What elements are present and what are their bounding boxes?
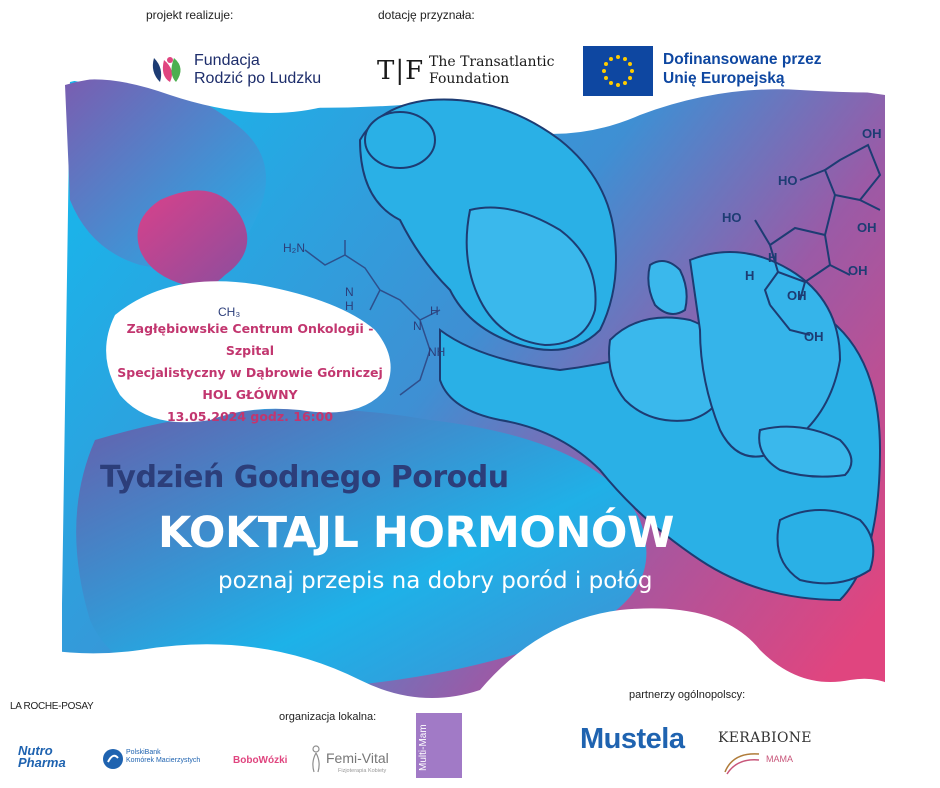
eu-logo [583, 46, 873, 96]
femivital-name: Femi-Vital [326, 750, 389, 766]
chem-label: OH [804, 329, 824, 344]
chem-label: CH₃ [218, 305, 241, 319]
grant-caption: dotację przyznała: [378, 8, 475, 22]
event-venue [110, 318, 390, 428]
chem-label: NH [428, 345, 446, 359]
venue-line3: HOL GŁÓWNY [202, 387, 298, 402]
mustela-logo: Mustela [580, 723, 685, 755]
nutropharma-logo [18, 743, 78, 771]
main-title: KOKTAJL HORMONÓW [158, 508, 674, 558]
chem-label: HO [778, 173, 798, 188]
chem-label: H [345, 299, 354, 313]
kerabione-name: KERABIONE [718, 730, 812, 746]
chem-label: OH [862, 126, 882, 141]
eu-line1: Dofinansowane przez [663, 51, 822, 68]
pbkm-line2: Komórek Macierzystych [126, 757, 201, 764]
fundacja-logo [150, 52, 350, 92]
kerabione-swirl-icon [723, 748, 763, 776]
chem-label: H [430, 304, 439, 318]
chem-label: OH [857, 220, 877, 235]
venue-line1: Zagłębiowskie Centrum Onkologii - Szpital [126, 321, 374, 358]
kerabione-logo [718, 730, 818, 780]
chem-label: H₂N [283, 241, 305, 255]
fundacja-line1: Fundacja [194, 52, 260, 69]
subtitle: poznaj przepis na dobry poród i połóg [218, 568, 653, 594]
partners-caption: partnerzy ogólnopolscy: [629, 689, 746, 701]
eu-line2: Unię Europejską [663, 70, 785, 87]
kerabione-sub: MAMA [766, 754, 793, 764]
implementer-caption: projekt realizuje: [146, 8, 234, 22]
chem-label: N [345, 285, 354, 299]
fundacja-leaf-icon [150, 54, 186, 86]
pbkm-icon [102, 748, 124, 770]
femivital-figure-icon [308, 744, 324, 774]
bobowozki-logo: BoboWózki [233, 755, 288, 766]
nutropharma-line2: Pharma [18, 755, 66, 770]
transatlantic-line1: The Transatlantic [429, 54, 555, 70]
event-datetime: 13.05.2024 godz. 16:00 [166, 409, 334, 424]
eu-flag-icon [583, 46, 653, 96]
venue-line2: Specjalistyczny w Dąbrowie Górniczej [117, 365, 383, 380]
transatlantic-logo [377, 52, 567, 92]
chem-label: OH [848, 263, 868, 278]
femivital-logo [308, 744, 408, 778]
tf-mark: T|F [377, 56, 425, 86]
femivital-sub: Fizjoterapia Kobiety [338, 768, 387, 774]
chem-label: H [745, 268, 755, 283]
pbkm-line1: PolskiBank [126, 749, 161, 756]
laroche-posay-logo: LA ROCHE-POSAY [10, 701, 94, 712]
multimam-label: Multi-Mam [418, 724, 429, 771]
local-org-caption: organizacja lokalna: [279, 711, 377, 723]
transatlantic-line2: Foundation [429, 71, 510, 87]
chem-label: N [413, 319, 422, 333]
nutropharma-line1: Nutro [18, 743, 53, 758]
fundacja-line2: Rodzić po Ludzku [194, 70, 322, 87]
week-title: Tydzień Godnego Porodu [100, 460, 509, 495]
pbkm-logo [102, 748, 222, 772]
chem-label: HO [722, 210, 742, 225]
chem-label: H [768, 250, 778, 265]
multimam-logo [416, 713, 462, 778]
chem-label: OH [787, 288, 807, 303]
